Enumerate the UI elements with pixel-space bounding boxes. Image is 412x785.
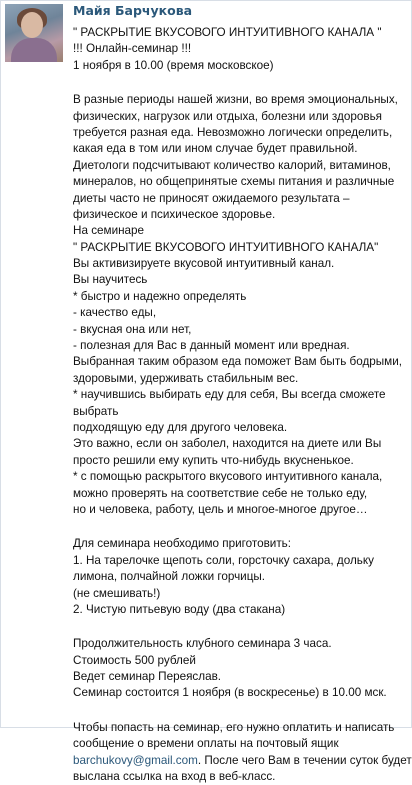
text-line: * с помощью раскрытого вкусового интуитивного канала,: [73, 470, 383, 484]
text-line: Семинар состоится 1 ноября (в воскресенье) в 10.00 мск.: [73, 686, 387, 700]
seminar-type: !!! Онлайн-семинар !!!: [73, 42, 192, 56]
payment-block: [73, 720, 412, 785]
text-line: Для семинара необходимо приготовить:: [73, 537, 292, 551]
header-block: [73, 25, 409, 74]
email-line: [73, 753, 412, 769]
text-line: требуется разная еда. Невозможно логически определить,: [73, 125, 393, 139]
text-line: можно проверять на соответствие себе не только еду,: [73, 486, 368, 500]
text-line: здоровыми, удерживать стабильным вес.: [73, 371, 299, 385]
author-avatar[interactable]: [5, 4, 63, 62]
text-line: выбрать: [73, 404, 119, 418]
author-name-link[interactable]: Майя Барчукова: [73, 3, 193, 18]
text-line: - вкусная она или нет,: [73, 322, 192, 336]
text-line: сообщение о времени оплаты на почтовый ящик: [73, 737, 339, 751]
text-line: В разные периоды нашей жизни, во время эмоциональных,: [73, 93, 398, 107]
avatar-face: [21, 12, 43, 38]
text-line: Стоимость 500 рублей: [73, 653, 196, 667]
text-line: выслана ссылка на вход в веб-класс.: [73, 770, 276, 784]
text-line: Выбранная таким образом еда поможет Вам быть бодрыми,: [73, 355, 402, 369]
text-line: физических, нагрузок или отдыха, болезни или здоровья: [73, 109, 382, 123]
text-line: минералов, но общепринятые схемы питания и различные: [73, 175, 395, 189]
text-line: Вы активизируете вкусовой интуитивный канал.: [73, 257, 335, 271]
text-line: Вы научитесь: [73, 273, 148, 287]
text-line: но и человека, работу, цель и многое-многое другое…: [73, 502, 368, 516]
text-line: (не смешивать!): [73, 586, 161, 600]
email-link[interactable]: barchukovy@gmail.com: [73, 753, 198, 767]
text-line: просто решили ему купить что-нибудь вкусненькое.: [73, 453, 354, 467]
seminar-date: 1 ноября в 10.00 (время московское): [73, 58, 274, 72]
text-line: Чтобы попасть на семинар, его нужно оплатить и написать: [73, 720, 395, 734]
post-text: [73, 25, 412, 785]
text-line: " РАСКРЫТИЕ ВКУСОВОГО ИНТУИТИВНОГО КАНАЛА": [73, 240, 379, 254]
text-line: * научившись выбирать еду для себя, Вы всегда сможете: [73, 388, 386, 402]
preparation-block: [73, 536, 409, 618]
description-block: [73, 92, 409, 518]
text-fragment: . После чего Вам в течении суток будет: [197, 753, 412, 767]
text-line: какая еда в том или ином случае будет правильной.: [73, 142, 358, 156]
text-line: лимона, полчайной ложки горчицы.: [73, 570, 266, 584]
text-line: - полезная для Вас в данный момент или вредная.: [73, 339, 350, 353]
text-line: диеты часто не приносят ожидаемого результата –: [73, 191, 350, 205]
info-block: [73, 636, 409, 702]
text-line: Продолжительность клубного семинара 3 часа.: [73, 637, 332, 651]
text-line: На семинаре: [73, 224, 145, 238]
text-line: Диетологи подсчитывают количество калорий, витаминов,: [73, 158, 391, 172]
text-line: подходящую еду для другого человека.: [73, 420, 288, 434]
text-line: физическое и психическое здоровье.: [73, 207, 276, 221]
text-line: - качество еды,: [73, 306, 157, 320]
avatar-figure: [11, 38, 57, 62]
text-line: Ведет семинар Переяслав.: [73, 670, 222, 684]
text-line: * быстро и надежно определять: [73, 289, 247, 303]
text-line: 1. На тарелочке щепоть соли, горсточку сахара, дольку: [73, 553, 374, 567]
text-line: 2. Чистую питьевую воду (два стакана): [73, 602, 286, 616]
text-line: Это важно, если он заболел, находится на диете или Вы: [73, 437, 382, 451]
seminar-title: " РАСКРЫТИЕ ВКУСОВОГО ИНТУИТИВНОГО КАНАЛА ": [73, 26, 382, 39]
